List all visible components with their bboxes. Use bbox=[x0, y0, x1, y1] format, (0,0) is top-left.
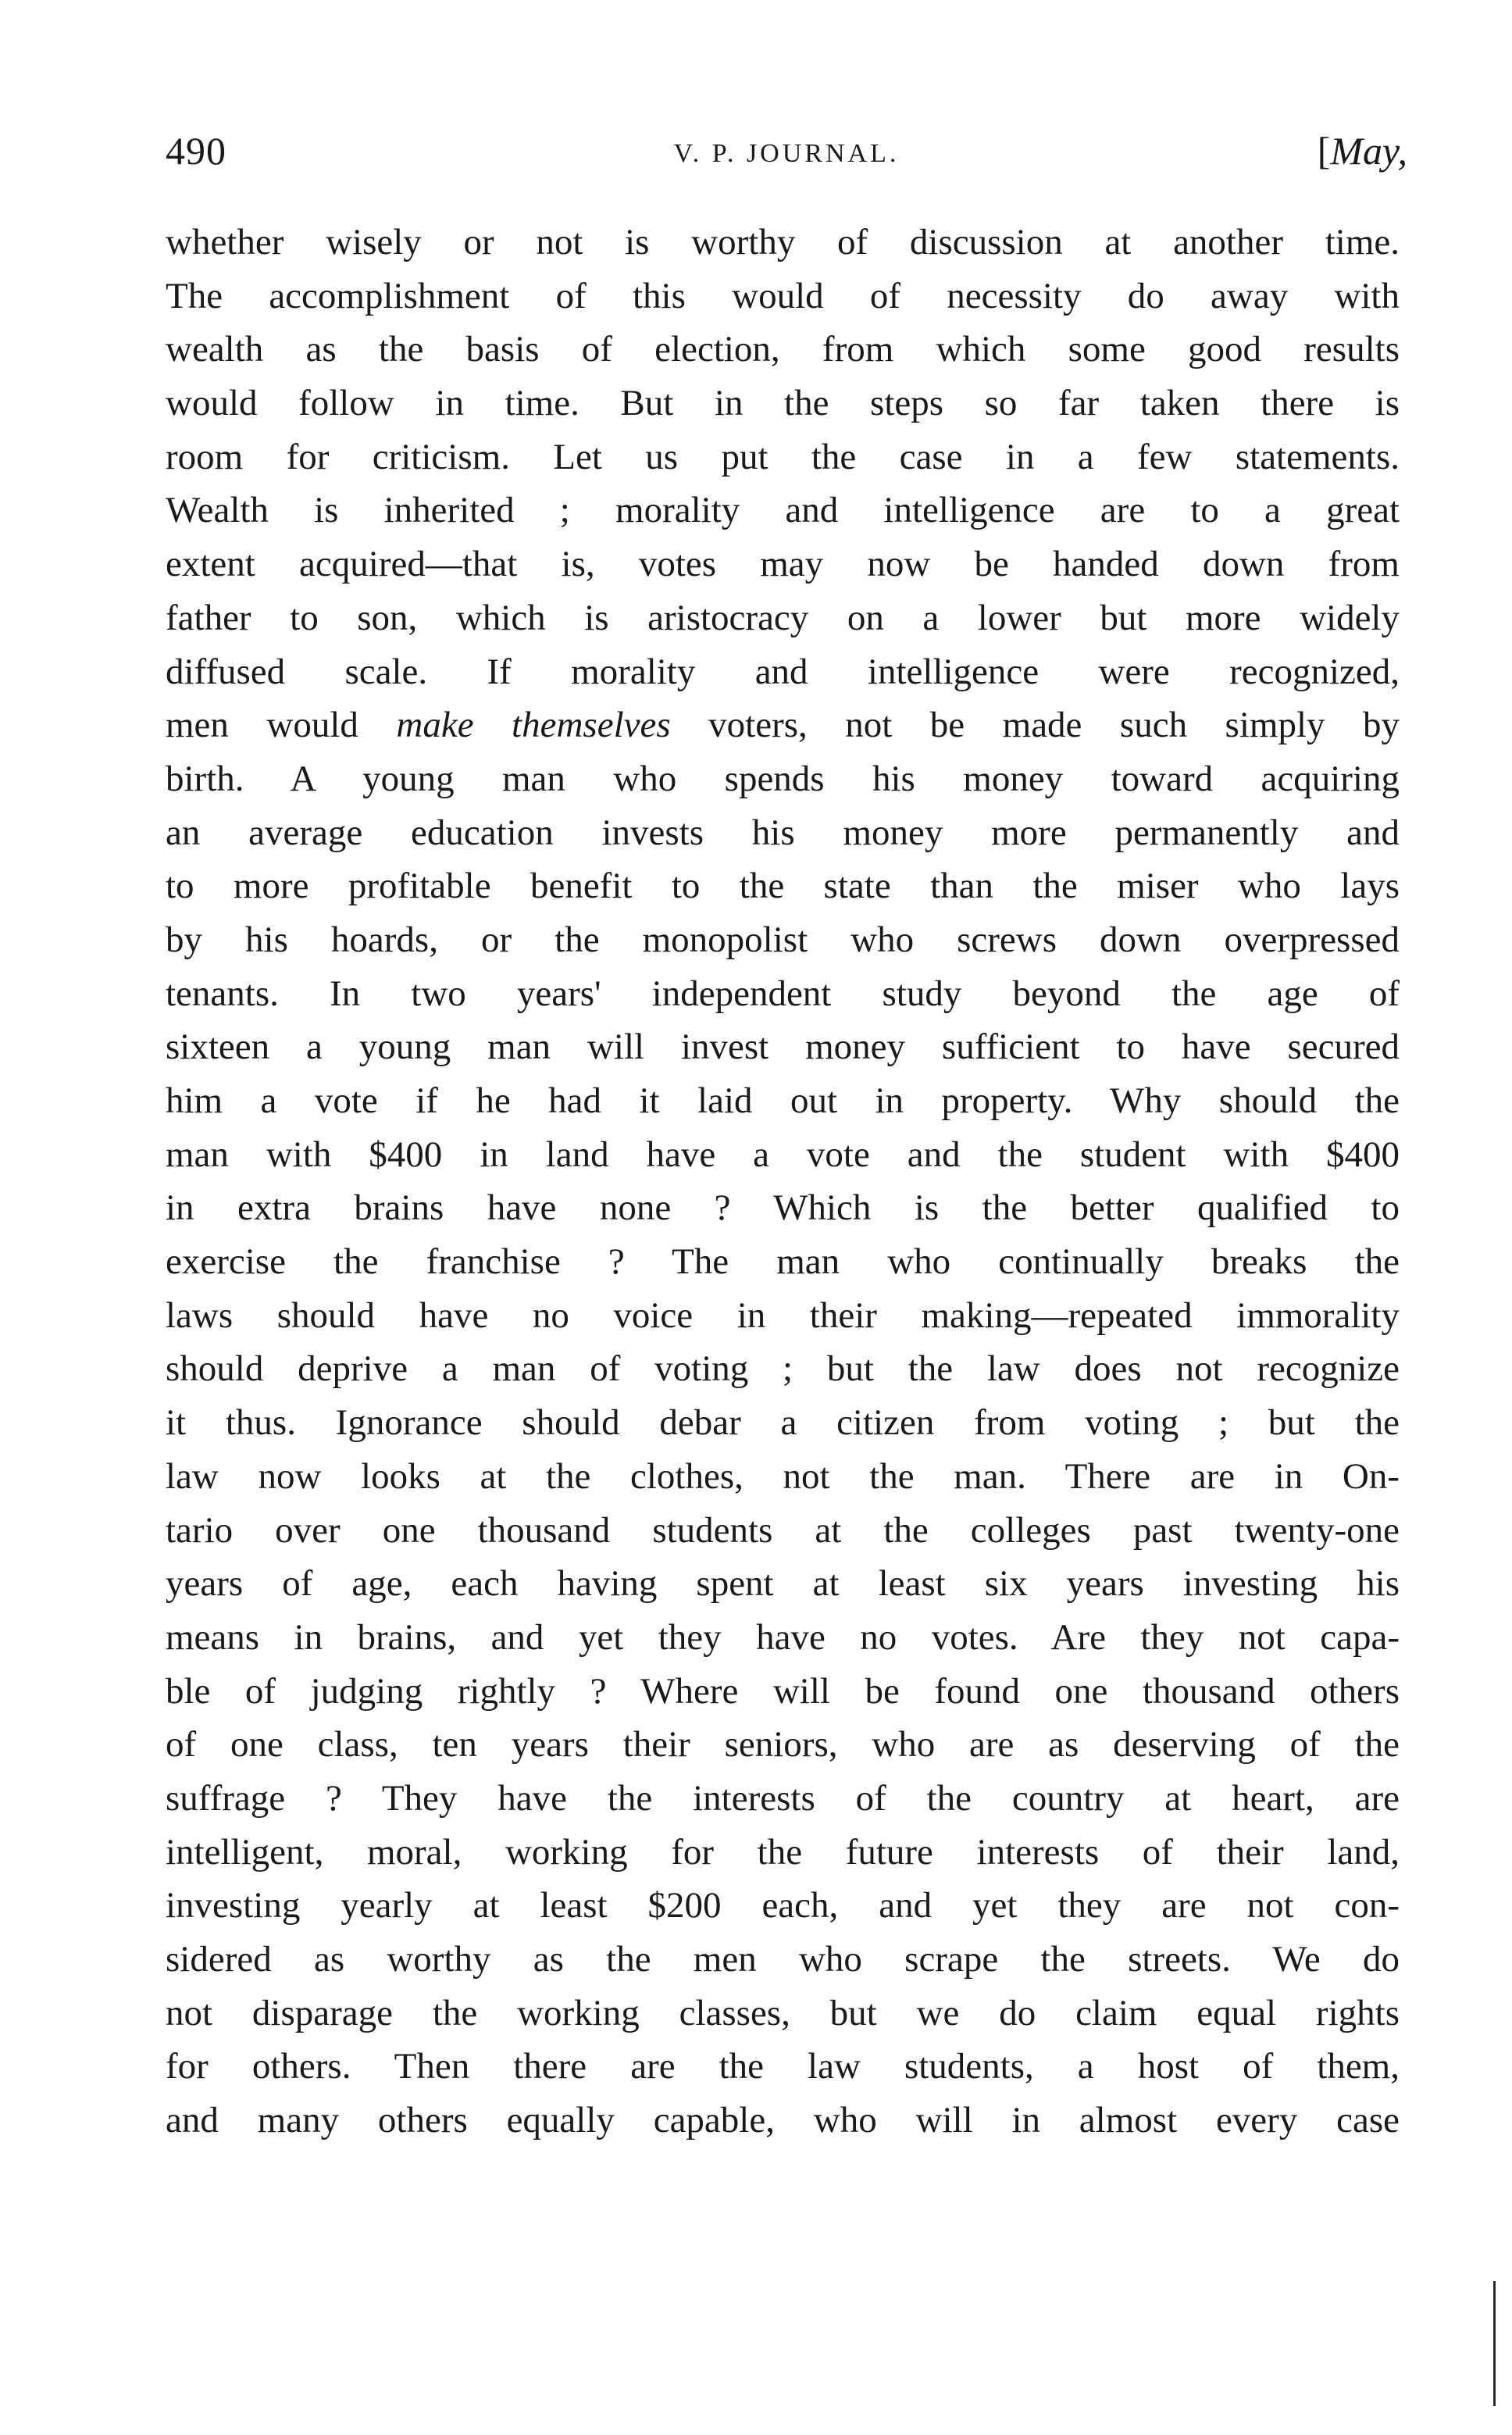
text-line: suffrage ? They have the interests of the country at heart, are bbox=[166, 1777, 1400, 1819]
text-line: an average education invests his money more permanently and bbox=[166, 812, 1400, 853]
text-line: intelligent, moral, working for the future interests of their land, bbox=[166, 1831, 1400, 1873]
text-line: in extra brains have none ? Which is the better qualified to bbox=[166, 1187, 1400, 1229]
text-line: by his hoards, or the monopolist who screws down overpressed bbox=[166, 919, 1400, 960]
text-line: him a vote if he had it laid out in property. Why should the bbox=[166, 1080, 1400, 1121]
emphasized-text: make themselves bbox=[396, 705, 671, 746]
text-line: for others. Then there are the law students, a host of them, bbox=[166, 2046, 1400, 2087]
text-line: diffused scale. If morality and intelligence were recognized, bbox=[166, 651, 1400, 692]
text-line: sixteen a young man will invest money sufficient to have secured bbox=[166, 1026, 1400, 1068]
text-line: birth. A young man who spends his money toward acquiring bbox=[166, 758, 1400, 799]
text-line: father to son, which is aristocracy on a lower but more widely bbox=[166, 597, 1400, 638]
text-line: it thus. Ignorance should debar a citizen from voting ; but the bbox=[166, 1402, 1400, 1444]
text-line: whether wisely or not is worthy of discussion at another time. bbox=[166, 222, 1400, 262]
month-name: May, bbox=[1330, 129, 1407, 173]
text-line: means in brains, and yet they have no votes. Are they not capa- bbox=[166, 1616, 1400, 1658]
text-line: of one class, ten years their seniors, who are as deserving of the bbox=[166, 1724, 1400, 1766]
text-line: room for criticism. Let us put the case in a few statements. bbox=[166, 436, 1400, 477]
text-line: laws should have no voice in their making—repeated immorality bbox=[166, 1294, 1400, 1336]
text-line: not disparage the working classes, but we do claim equal rights bbox=[166, 1992, 1400, 2033]
text-line: and many others equally capable, who will in almost every case bbox=[166, 2100, 1400, 2141]
text-line bbox=[166, 698, 1400, 752]
text-line: investing yearly at least $200 each, and yet they are not con- bbox=[166, 1885, 1400, 1926]
text-line: sidered as worthy as the men who scrape the streets. We do bbox=[166, 1939, 1400, 1980]
text-line: man with $400 in land have a vote and the student with $400 bbox=[166, 1134, 1400, 1175]
text-line: years of age, each having spent at least six years investing his bbox=[166, 1563, 1400, 1605]
text-line: Wealth is inherited ; morality and intelligence are to a great bbox=[166, 490, 1400, 531]
page-number: 490 bbox=[166, 129, 226, 173]
text-line: The accomplishment of this would of necessity do away with bbox=[166, 275, 1400, 316]
text-line: exercise the franchise ? The man who continually breaks the bbox=[166, 1241, 1400, 1283]
text-segment: men would bbox=[166, 705, 397, 746]
journal-title: V. P. JOURNAL. bbox=[673, 139, 900, 168]
text-line: wealth as the basis of election, from which some good results bbox=[166, 329, 1400, 370]
scan-edge-mark bbox=[1493, 2281, 1496, 2406]
month-bracket: [ bbox=[1317, 129, 1331, 173]
text-line: tenants. In two years' independent study beyond the age of bbox=[166, 973, 1400, 1014]
running-head bbox=[166, 123, 1407, 178]
text-line: would follow in time. But in the steps so far taken there is bbox=[166, 383, 1400, 424]
text-line: ble of judging rightly ? Where will be found one thousand others bbox=[166, 1670, 1400, 1712]
text-line: should deprive a man of voting ; but the law does not recognize bbox=[166, 1348, 1400, 1390]
text-segment: voters, not be made such simply by bbox=[670, 705, 1400, 746]
text-line: to more profitable benefit to the state than the miser who lays bbox=[166, 866, 1400, 907]
text-line: extent acquired—that is, votes may now be handed down from bbox=[166, 544, 1400, 585]
text-line: tario over one thousand students at the colleges past twenty-one bbox=[166, 1509, 1400, 1551]
text-line: law now looks at the clothes, not the man. There are in On- bbox=[166, 1455, 1400, 1497]
issue-month bbox=[1318, 123, 1407, 178]
body-text bbox=[166, 216, 1400, 2148]
